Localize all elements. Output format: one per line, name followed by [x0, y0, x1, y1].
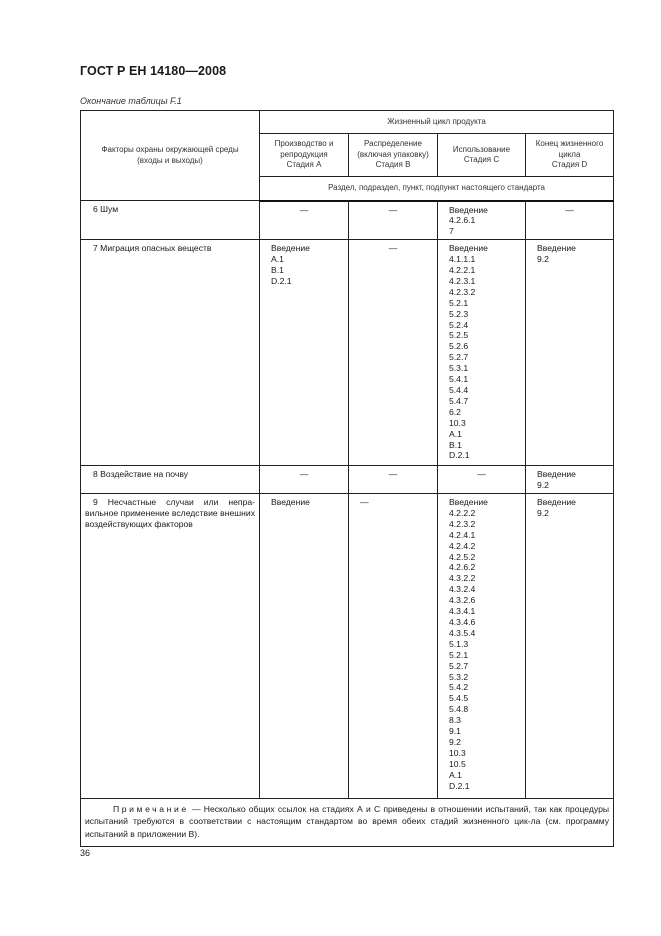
factor-cell: 7 Миграция опасных веществ	[81, 240, 260, 466]
dash-empty: —	[360, 497, 369, 508]
section-ref: 10.3	[449, 747, 466, 758]
section-ref: 5.4.8	[449, 704, 469, 715]
section-ref: 6.2	[449, 406, 461, 417]
table-row	[81, 466, 614, 494]
header-stage-c-line1: Использование	[452, 144, 511, 154]
section-ref: 4.2.2.1	[449, 265, 476, 276]
section-ref: 4.3.2.4	[449, 584, 476, 595]
header-factor	[81, 111, 260, 201]
dash-empty: —	[388, 243, 398, 254]
header-section-ref: Раздел, подраздел, пункт, подпункт настоящего стандарта	[260, 177, 614, 201]
section-ref: 5.4.7	[449, 395, 469, 406]
section-ref: 5.2.7	[449, 352, 469, 363]
header-stage-b-line3: Стадия В	[375, 160, 411, 170]
header-stage-b-line1: Распределение	[364, 139, 422, 149]
section-ref: 5.3.2	[449, 671, 469, 682]
section-ref: 5.4.1	[449, 374, 469, 385]
section-ref: A.1	[271, 254, 284, 265]
section-ref: A.1	[449, 428, 462, 439]
section-ref: 9.2	[537, 507, 549, 518]
section-ref: 4.2.3.2	[449, 518, 476, 529]
section-ref: 4.2.4.1	[449, 529, 476, 540]
stage-d-cell	[526, 201, 614, 240]
stage-c-cell	[438, 494, 526, 799]
header-stage-a	[260, 134, 349, 177]
section-ref: 10.3	[449, 417, 466, 428]
section-ref: Введение	[537, 243, 576, 254]
header-stage-b	[349, 134, 438, 177]
section-ref: Введение	[449, 243, 488, 254]
section-ref: A.1	[449, 769, 462, 780]
section-ref: 5.4.4	[449, 385, 469, 395]
section-ref: 5.1.3	[449, 638, 469, 649]
section-ref: 4.2.6.2	[449, 562, 476, 573]
section-ref: 9.2	[449, 736, 461, 747]
section-ref: 9.1	[449, 726, 461, 737]
section-ref: 4.2.3.2	[449, 286, 476, 297]
section-ref: B.1	[449, 439, 462, 450]
stage-a-cell	[260, 466, 349, 494]
header-stage-d-line1: Конец жизненного	[535, 139, 604, 149]
stage-c-cell	[438, 240, 526, 466]
section-ref: Введение	[537, 497, 576, 508]
section-ref: 5.2.3	[449, 308, 469, 319]
stage-c-cell	[438, 201, 526, 240]
section-ref: 5.2.7	[449, 660, 469, 671]
header-stage-c	[438, 134, 526, 177]
section-ref: 4.1.1.1	[449, 254, 476, 265]
page-number: 36	[80, 848, 91, 858]
stage-a-cell	[260, 201, 349, 240]
section-ref: 4.3.2.2	[449, 573, 476, 584]
dash-empty: —	[388, 469, 398, 480]
note-text: — Несколько общих ссылок на стадиях А и С приведены в отношении испытаний, так как процедуры испытаний требуются в соответствии с настоящим стандартом во время обеих стадий жизненного цик-ла (см. программу испытаний в приложении В).	[85, 804, 610, 839]
section-ref: Введение	[449, 497, 488, 508]
section-ref: 4.2.2.2	[449, 507, 476, 518]
section-ref: 7	[449, 226, 454, 237]
header-stage-a-line3: Стадия А	[286, 160, 322, 170]
table-row	[81, 201, 614, 240]
section-ref: Введение	[537, 469, 576, 480]
section-ref: 4.3.4.1	[449, 606, 476, 617]
section-ref: 4.2.6.1	[449, 215, 476, 226]
section-ref: 5.4.2	[449, 682, 469, 693]
factor-cell	[81, 494, 260, 799]
header-factor-label: Факторы охраны окружающей среды (входы и выходы)	[101, 145, 239, 165]
header-stage-c-line2: Стадия С	[463, 155, 500, 164]
header-stage-d-line3: Стадия D	[551, 160, 588, 170]
table-row	[81, 494, 614, 799]
table-row	[81, 240, 614, 466]
factor-cell: 8 Воздействие на почву	[81, 466, 260, 494]
section-ref: 5.2.1	[449, 649, 469, 660]
dash-empty: —	[565, 204, 574, 215]
document-title: ГОСТ Р ЕН 14180—2008	[80, 64, 227, 78]
section-ref: Введение	[271, 243, 310, 254]
section-ref: 4.2.3.1	[449, 275, 476, 286]
section-ref: 4.3.2.6	[449, 595, 476, 606]
stage-d-cell	[526, 466, 614, 494]
section-ref: 5.3.1	[449, 363, 469, 374]
dash-empty: —	[388, 204, 398, 215]
stage-d-cell	[526, 494, 614, 799]
stage-b-cell	[349, 201, 438, 240]
stage-b-cell	[349, 494, 438, 799]
factor-cell: 6 Шум	[81, 201, 260, 240]
note-label: Примечание	[113, 804, 189, 815]
section-ref: Введение	[449, 204, 488, 215]
stage-a-cell	[260, 494, 349, 799]
section-ref: D.2.1	[449, 780, 470, 791]
section-ref: Введение	[271, 497, 310, 508]
section-ref: 5.4.5	[449, 693, 469, 704]
factor-text: 9 Несчастные случаи или непра-вильное применение вследствие внешних воздействующих факторов	[85, 497, 255, 529]
section-ref: D.2.1	[271, 275, 292, 286]
note-cell	[81, 799, 614, 847]
header-lifecycle: Жизненный цикл продукта	[260, 111, 614, 134]
note-row	[81, 799, 614, 847]
section-ref: 8.3	[449, 715, 461, 726]
section-ref: 5.2.1	[449, 297, 469, 308]
dash-empty: —	[299, 204, 309, 215]
environmental-factors-table	[80, 110, 614, 847]
section-ref: 9.2	[537, 254, 549, 265]
section-ref: B.1	[271, 265, 284, 276]
dash-empty: —	[299, 469, 309, 480]
stage-c-cell	[438, 466, 526, 494]
dash-empty: —	[477, 469, 486, 480]
header-stage-a-line1: Производство и	[274, 139, 334, 149]
stage-d-cell	[526, 240, 614, 466]
section-ref: 4.2.5.2	[449, 551, 476, 562]
section-ref: 10.5	[449, 758, 466, 769]
header-stage-a-line2: репродукция	[280, 149, 328, 159]
table-caption: Окончание таблицы F.1	[80, 96, 182, 106]
section-ref: 4.3.4.6	[449, 617, 476, 627]
stage-a-cell	[260, 240, 349, 466]
section-ref: D.2.1	[449, 450, 470, 461]
stage-b-cell	[349, 240, 438, 466]
stage-b-cell	[349, 466, 438, 494]
section-ref: 5.2.5	[449, 330, 469, 341]
section-ref: 9.2	[537, 480, 549, 491]
header-stage-d	[526, 134, 614, 177]
header-stage-d-line2: цикла	[558, 149, 581, 159]
header-stage-b-line2: (включая упаковку)	[357, 149, 429, 159]
section-ref: 4.2.4.2	[449, 540, 476, 551]
section-ref: 5.2.4	[449, 319, 469, 330]
section-ref: 4.3.5.4	[449, 627, 476, 638]
section-ref: 5.2.6	[449, 341, 469, 352]
